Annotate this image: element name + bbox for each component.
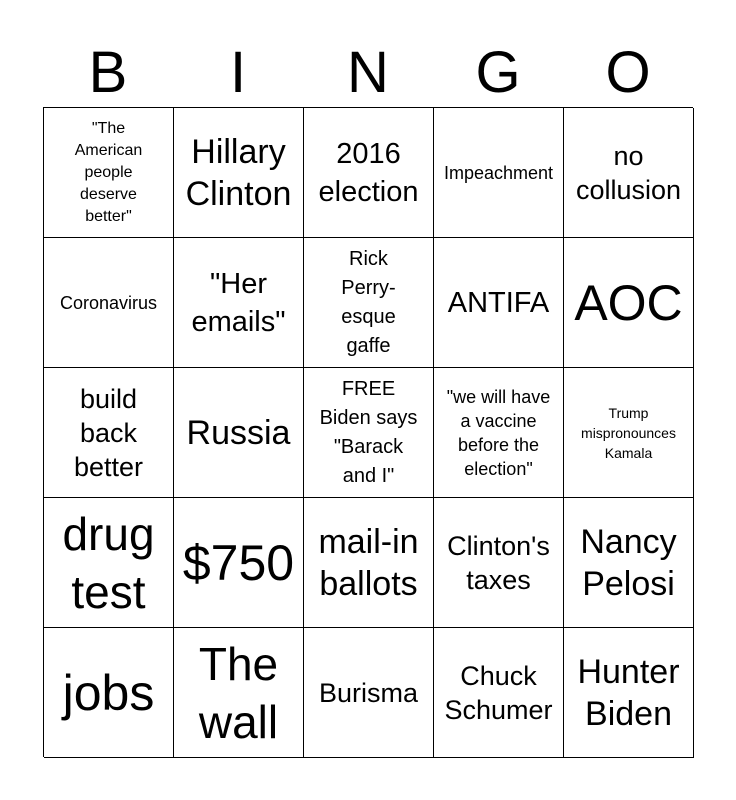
bingo-cell-r5-c2[interactable] (174, 628, 304, 758)
cell-text: Clinton's taxes (447, 530, 550, 595)
header-letter-g: G (475, 40, 521, 105)
cell-text: "we will have a vaccine before the election" (446, 386, 551, 479)
bingo-cell-r4-c1[interactable] (44, 498, 174, 628)
bingo-cell-r1-c4[interactable] (434, 108, 564, 238)
bingo-cell-r4-c5[interactable] (564, 498, 694, 628)
cell-text: Burisma (318, 677, 419, 708)
cell-text: build back better (73, 383, 144, 482)
cell-text: The wall (198, 637, 279, 748)
bingo-header (43, 40, 693, 106)
bingo-cell-r1-c2[interactable] (174, 108, 304, 238)
bingo-cell-r5-c3[interactable] (304, 628, 434, 758)
bingo-cell-r2-c2[interactable] (174, 238, 304, 368)
cell-text: Rick Perry- esque gaffe (341, 247, 396, 357)
cell-text: Trump mispronounces Kamala (581, 404, 676, 461)
bingo-cell-r4-c3[interactable] (304, 498, 434, 628)
header-letter-n: N (347, 40, 389, 105)
header-letter-b: B (88, 40, 128, 105)
bingo-cell-r1-c1[interactable] (44, 108, 174, 238)
cell-text: Hillary Clinton (185, 132, 292, 213)
cell-text: AOC (574, 274, 683, 331)
cell-text: Hunter Biden (577, 652, 680, 733)
cell-text: mail-in ballots (318, 522, 419, 603)
bingo-cell-r1-c5[interactable] (564, 108, 694, 238)
cell-text: FREE Biden says "Barack and I" (319, 377, 418, 487)
bingo-cell-r4-c4[interactable] (434, 498, 564, 628)
cell-text: Chuck Schumer (444, 660, 553, 725)
bingo-cell-r5-c5[interactable] (564, 628, 694, 758)
cell-text: "The American people deserve better" (74, 119, 143, 225)
bingo-cell-r5-c1[interactable] (44, 628, 174, 758)
bingo-cell-r2-c1[interactable] (44, 238, 174, 368)
cell-text: $750 (182, 534, 295, 591)
bingo-cell-r2-c5[interactable] (564, 238, 694, 368)
bingo-cell-r5-c4[interactable] (434, 628, 564, 758)
bingo-cell-r3-c1[interactable] (44, 368, 174, 498)
cell-text: Russia (186, 413, 291, 452)
cell-text: Coronavirus (59, 292, 158, 313)
cell-text: 2016 election (318, 137, 419, 208)
cell-text: drug test (62, 507, 155, 618)
bingo-cell-r3-c2[interactable] (174, 368, 304, 498)
header-letter-o: O (605, 40, 651, 105)
bingo-cell-r1-c3[interactable] (304, 108, 434, 238)
bingo-cell-r3-c3[interactable] (304, 368, 434, 498)
cell-text: no collusion (575, 140, 682, 205)
cell-text: ANTIFA (447, 286, 550, 319)
bingo-cell-r2-c3[interactable] (304, 238, 434, 368)
bingo-cell-r4-c2[interactable] (174, 498, 304, 628)
bingo-board (43, 107, 693, 757)
cell-text: Nancy Pelosi (580, 522, 677, 603)
bingo-cell-r3-c4[interactable] (434, 368, 564, 498)
header-letter-i: I (229, 40, 247, 105)
bingo-cell-r3-c5[interactable] (564, 368, 694, 498)
cell-text: Impeachment (443, 162, 554, 183)
cell-text: jobs (62, 664, 155, 721)
bingo-cell-r2-c4[interactable] (434, 238, 564, 368)
cell-text: "Her emails" (191, 267, 286, 338)
